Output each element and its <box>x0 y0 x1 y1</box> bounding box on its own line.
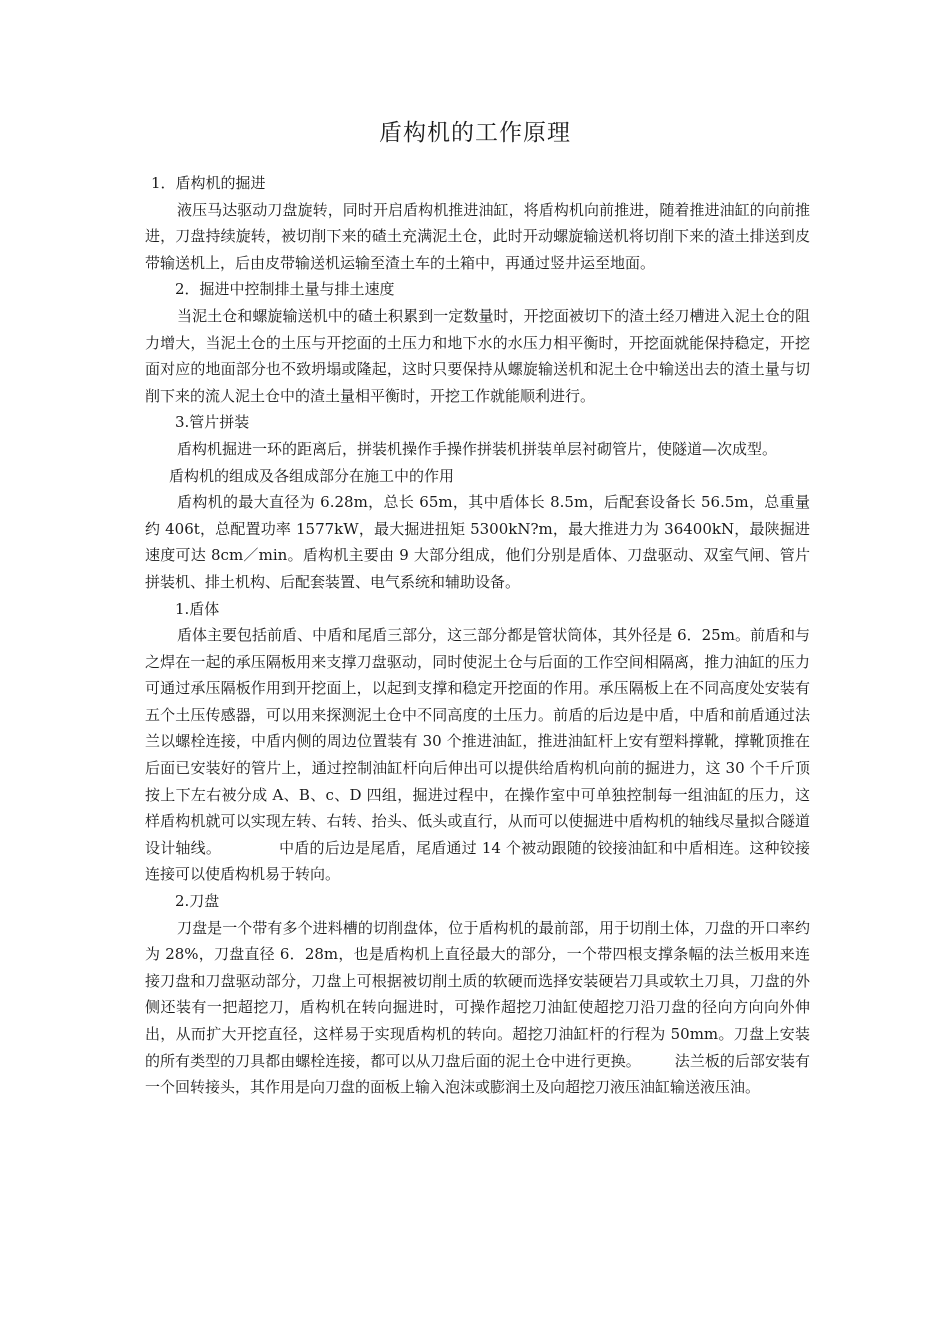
section-heading-shield-body: 1.盾体 <box>175 599 220 618</box>
document-body <box>145 170 810 1101</box>
section-paragraph-composition: 盾构机的最大直径为 6.28m，总长 65m，其中盾体长 8.5m，后配套设备长 56.5m，总重量约 406t，总配置功率 1577kW，最大掘进扭矩 5300kN?m，最大推进力为 36400kN，最陕掘进速度可达 8cm／min。盾构机主要由 9 大部分组成，他们分别是盾体、刀盘驱动、双室气闸、管片拼装机、排土机构、后配套装置、电气系统和辅助设备。 <box>145 493 810 591</box>
section-heading-soil-control: 2．掘进中控制排土量与排土速度 <box>175 280 395 299</box>
section-heading-segment-assembly: 3.管片拼装 <box>175 413 250 432</box>
section-paragraph-soil-control: 当泥土仓和螺旋输送机中的碴土积累到一定数量时，开挖面被切下的渣土经刀槽进入泥土仓的阻力增大，当泥土仓的土压与开挖面的土压力和地下水的水压力相平衡时，开挖面就能保持稳定，开挖面对应的地面部分也不致坍塌或隆起，这时只要保持从螺旋输送机和泥土仓中输送出去的渣土量与切削下来的流人泥土仓中的渣土量相平衡时，开挖工作就能顺利进行。 <box>145 306 810 405</box>
document-title: 盾构机的工作原理 <box>379 120 571 146</box>
section-heading-cutter-head: 2.刀盘 <box>175 892 220 911</box>
section-paragraph-excavation: 液压马达驱动刀盘旋转，同时开启盾构机推进油缸，将盾构机向前推进，随着推进油缸的向前推进，刀盘持续旋转，被切削下来的碴土充满泥土仓，此时开动螺旋输送机将切削下来的渣土排送到皮带输送机上，后由皮带输送机运输至渣土车的土箱中，再通过竖井运至地面。 <box>145 200 810 272</box>
section-paragraph-shield-body <box>145 622 810 888</box>
shield-body-tail-text: 中盾的后边是尾盾，尾盾通过 14 个被动跟随的铰接油缸和中盾相连。这种铰接连接可以使盾构机易于转向。 <box>145 838 810 884</box>
cutter-head-tail-text: 法兰板的后部安装有一个回转接头，其作用是向刀盘的面板上输入泡沫或膨润土及向超挖刀液压油缸输送液压油。 <box>145 1051 810 1097</box>
shield-body-text: 盾体主要包括前盾、中盾和尾盾三部分，这三部分都是管状筒体，其外径是 6．25m。前盾和与之焊在一起的承压隔板用来支撑刀盘驱动，同时使泥土仓与后面的工作空间相隔离，推力油缸的压力可通过承压隔板作用到开挖面上，以起到支撑和稳定开挖面的作用。承压隔板上在不同高度处安装有五个土压传感器，可以用来探测泥土仓中不同高度的土压力。前盾的后边是中盾，中盾和前盾通过法兰以螺栓连接，中盾内侧的周边位置装有 30 个推进油缸，推进油缸杆上安有塑料撑靴，撑靴顶推在后面已安装好的管片上，通过控制油缸杆向后伸出可以提供给盾构机向前的掘进力，这 30 个千斤顶按上下左右被分成 A、B、c、D 四组，掘进过程中，在操作室中可单独控制每一组油缸的压力，这样盾构机就可以实现左转、右转、抬头、低头或直行，从而可以使掘进中盾构机的轴线尽量拟合隧道设计轴线。 <box>145 626 810 857</box>
section-paragraph-cutter-head <box>145 915 810 1101</box>
section-paragraph-segment-assembly: 盾构机掘进一环的距离后，拼装机操作手操作拼装机拼装单层衬砌管片，使隧道—次成型。 <box>177 439 778 458</box>
section-heading-composition: 盾构机的组成及各组成部分在施工中的作用 <box>169 466 455 485</box>
section-heading-excavation: 1．盾构机的掘进 <box>151 174 266 192</box>
cutter-head-text: 刀盘是一个带有多个进料槽的切削盘体，位于盾构机的最前部，用于切削土体，刀盘的开口率约为 28%，刀盘直径 6．28m，也是盾构机上直径最大的部分，一个带四根支撑条幅的法兰板用来连接刀盘和刀盘驱动部分，刀盘上可根据被切削土质的软硬而选择安装硬岩刀具或软土刀具，刀盘的外侧还装有一把超挖刀，盾构机在转向掘进时，可操作超挖刀油缸使超挖刀沿刀盘的径向方向向外伸出，从而扩大开挖直径，这样易于实现盾构机的转向。超挖刀油缸杆的行程为 50mm。刀盘上安装的所有类型的刀具都由螺栓连接，都可以从刀盘后面的泥土仓中进行更换。 <box>145 918 810 1070</box>
